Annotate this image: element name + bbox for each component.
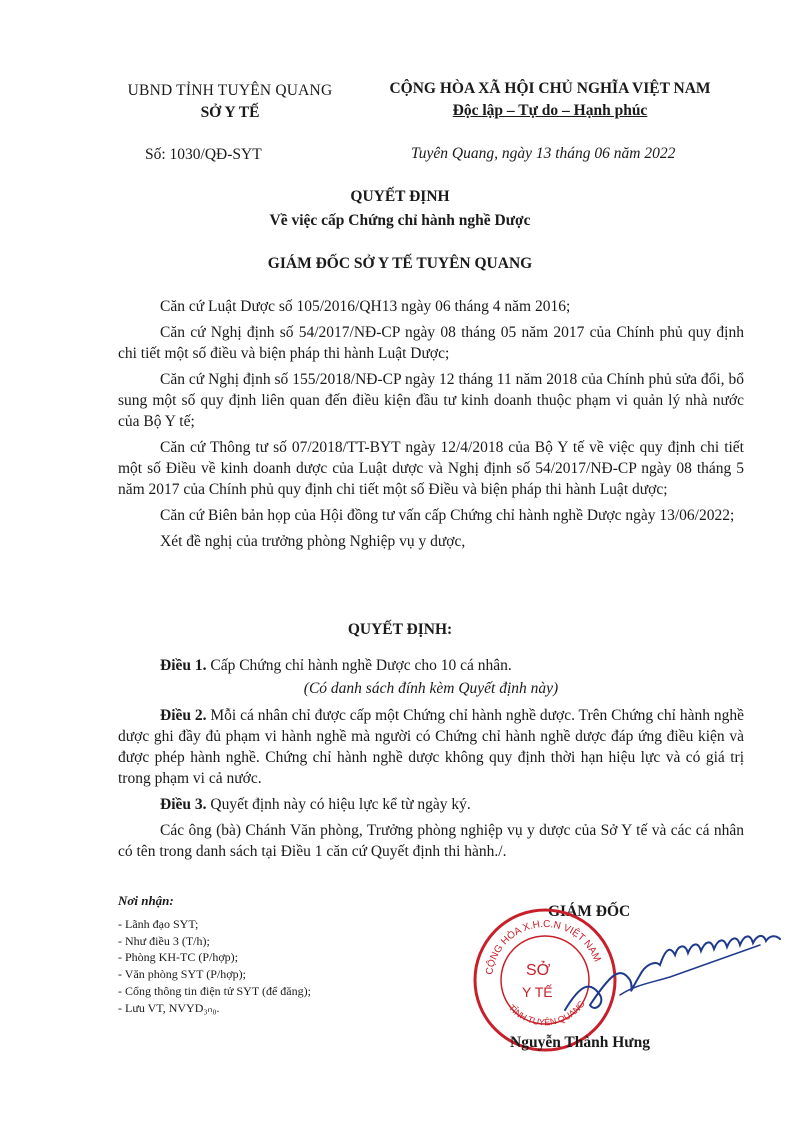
legal-basis-1: Căn cứ Luật Dược số 105/2016/QH13 ngày 06 tháng 4 năm 2016; [160,298,571,315]
document-subject: Về việc cấp Chứng chỉ hành nghề Dược [269,212,531,229]
recipients-block [118,893,311,1017]
issuer-block [110,80,350,124]
proposal-basis: Xét đề nghị của trưởng phòng Nghiệp vụ y dược, [160,533,466,550]
article-1 [118,655,744,676]
issuer-dept: SỞ Y TẾ [200,104,260,121]
legal-basis-2: Căn cứ Nghị định số 54/2017/NĐ-CP ngày 08 tháng 05 năm 2017 của Chính phủ quy định chi tiết một số điều và biện pháp thi hành Luật Dược; [118,324,744,362]
place-date: Tuyên Quang, ngày 13 tháng 06 năm 2022 [411,145,676,162]
seal-bottom-text: TỈNH TUYÊN QUANG [506,998,587,1028]
signer-title: GIÁM ĐỐC [548,903,631,920]
recipients-heading: Nơi nhận: [118,893,174,908]
article-3-label: Điều 3. [160,796,207,813]
issuing-authority: GIÁM ĐỐC SỞ Y TẾ TUYÊN QUANG [267,255,533,272]
article-2-text: Mỗi cá nhân chỉ được cấp một Chứng chỉ hành nghề dược. Trên Chứng chỉ hành nghề dược ghi đầy đủ phạm vi hành nghề mà người có Chứng chỉ hành nghề dược đáp ứng điều kiện và được phép hành nghề. Chứng chỉ hành nghề dược không quy định thời hạn hiệu lực và có giá trị trong phạm vi cả nước. [118,707,745,787]
document-number: Số: 1030/QĐ-SYT [145,146,262,163]
seal-center-2: Y TẾ [522,984,553,1000]
recipient-item: - Phòng KH-TC (P/hợp); [118,950,239,965]
recipient-item: - Lãnh đạo SYT; [118,916,199,931]
legal-basis-4: Căn cứ Thông tư số 07/2018/TT-BYT ngày 12/4/2018 của Bộ Y tế về việc quy định chi tiết một số Điều về kinh doanh dược của Luật dược và Nghị định số 54/2017/NĐ-CP ngày 08 tháng 5 năm 2017 của Chính phủ quy định chi tiết một số Điều và biện pháp thi hành Luật dược; [118,439,744,498]
article-3-text: Quyết định này có hiệu lực kể từ ngày ký. [206,796,471,813]
article-1-label: Điều 1. [160,657,207,674]
recipient-item: - Lưu VT, NVYD₃ₙ₀. [118,1000,220,1015]
signer-name: Nguyễn Thành Hưng [510,1034,650,1051]
national-heading [345,78,755,122]
seal-center-1: SỞ [526,962,551,979]
attachment-note: (Có danh sách đính kèm Quyết định này) [303,680,559,697]
recipient-item: - Cổng thông tin điện tử SYT (để đăng); [118,983,311,998]
handwritten-signature [560,925,785,1025]
preamble [118,296,744,552]
issuer-org: UBND TỈNH TUYÊN QUANG [127,82,333,99]
article-1-text: Cấp Chứng chỉ hành nghề Dược cho 10 cá nhân. [206,657,512,674]
signature-underline [620,945,760,995]
country-name: CỘNG HÒA XÃ HỘI CHỦ NGHĨA VIỆT NAM [389,80,711,97]
signature-stroke [565,936,780,1010]
document-title: QUYẾT ĐỊNH [350,188,450,205]
recipient-item: - Như điều 3 (T/h); [118,933,210,948]
seal-ring-text: CỘNG HÒA X.H.C.N VIỆT NAM [484,918,603,976]
closing-paragraph: Các ông (bà) Chánh Văn phòng, Trưởng phòng nghiệp vụ y dược của Sở Y tế và các cá nhân có tên trong danh sách tại Điều 1 căn cứ Quyết định thi hành./. [118,822,744,860]
article-3 [118,794,744,815]
article-2-label: Điều 2. [160,707,207,724]
legal-basis-3: Căn cứ Nghị định số 155/2018/NĐ-CP ngày 12 tháng 11 năm 2018 của Chính phủ sửa đổi, bổ sung một số quy định liên quan đến điều kiện đầu tư kinh doanh thuộc phạm vi quản lý nhà nước của Bộ Y tế; [118,371,744,430]
decision-heading: QUYẾT ĐỊNH: [347,621,453,638]
articles [118,655,744,862]
article-2 [118,705,744,789]
recipient-item: - Văn phòng SYT (P/hợp); [118,967,246,982]
legal-basis-5: Căn cứ Biên bản họp của Hội đồng tư vấn cấp Chứng chỉ hành nghề Dược ngày 13/06/2022; [160,507,735,524]
national-motto: Độc lập – Tự do – Hạnh phúc [452,102,648,119]
